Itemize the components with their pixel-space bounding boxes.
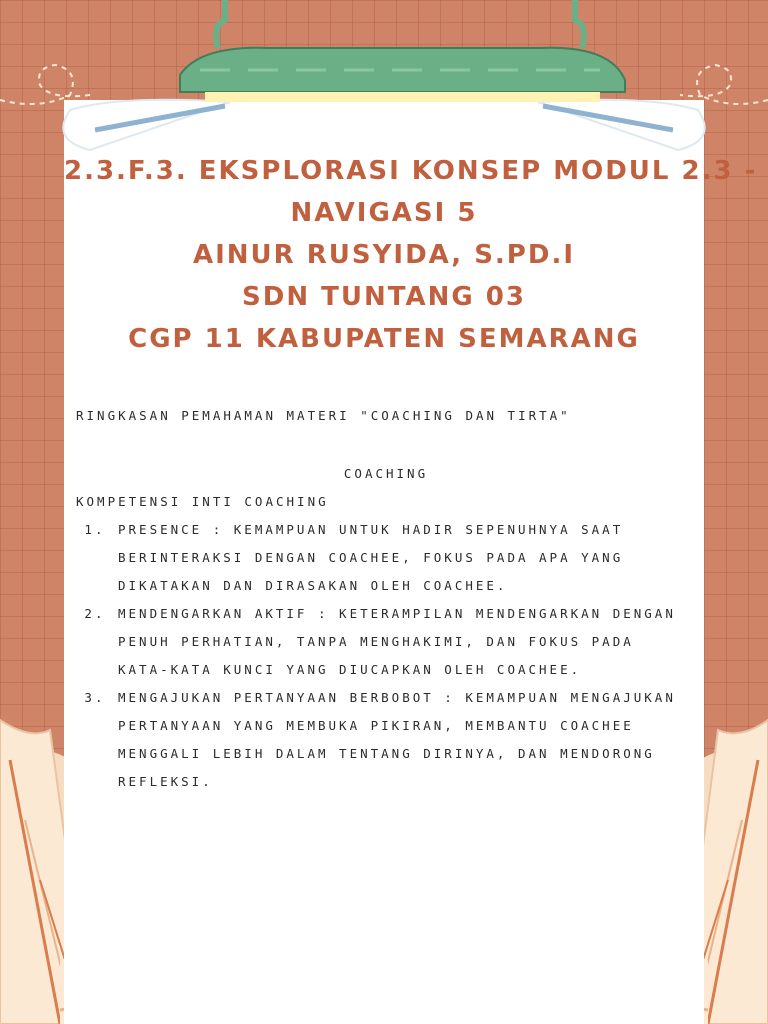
list-heading: KOMPETENSI INTI COACHING — [76, 494, 329, 509]
competency-list — [76, 516, 696, 796]
document-body — [76, 402, 696, 796]
author-name: AINUR RUSYIDA, S.PD.I — [192, 240, 575, 270]
section-title: COACHING — [343, 466, 429, 481]
lamp-illustration — [0, 0, 768, 160]
list-item: 3. MENGAJUKAN PERTANYAAN BERBOBOT : KEMAMPUAN MENGAJUKAN PERTANYAAN YANG MEMBUKA PIKIRAN, MEMBANTU COACHEE MENGGALI LEBIH DALAM TENTANG DIRINYA, DAN MENDORONG REFLEKSI. — [116, 684, 696, 796]
title-line: 2.3.F.3. EKSPLORASI KONSEP MODUL 2.3 - — [64, 156, 758, 186]
summary-heading: RINGKASAN PEMAHAMAN MATERI "COACHING DAN TIRTA" — [76, 408, 571, 423]
lamp-glow — [205, 92, 600, 102]
page-title — [64, 150, 758, 360]
cohort-name: CGP 11 KABUPATEN SEMARANG — [128, 324, 640, 354]
list-item: 1. PRESENCE : KEMAMPUAN UNTUK HADIR SEPENUHNYA SAAT BERINTERAKSI DENGAN COACHEE, FOKUS PADA APA YANG DIKATAKAN DAN DIRASAKAN OLEH COACHEE. — [116, 516, 696, 600]
list-item: 2. MENDENGARKAN AKTIF : KETERAMPILAN MENDENGARKAN DENGAN PENUH PERHATIAN, TANPA MENGHAKIMI, DAN FOKUS PADA KATA-KATA KUNCI YANG DIUCAPKAN OLEH COACHEE. — [116, 600, 696, 684]
title-line: NAVIGASI 5 — [290, 198, 478, 228]
school-name: SDN TUNTANG 03 — [242, 282, 526, 312]
